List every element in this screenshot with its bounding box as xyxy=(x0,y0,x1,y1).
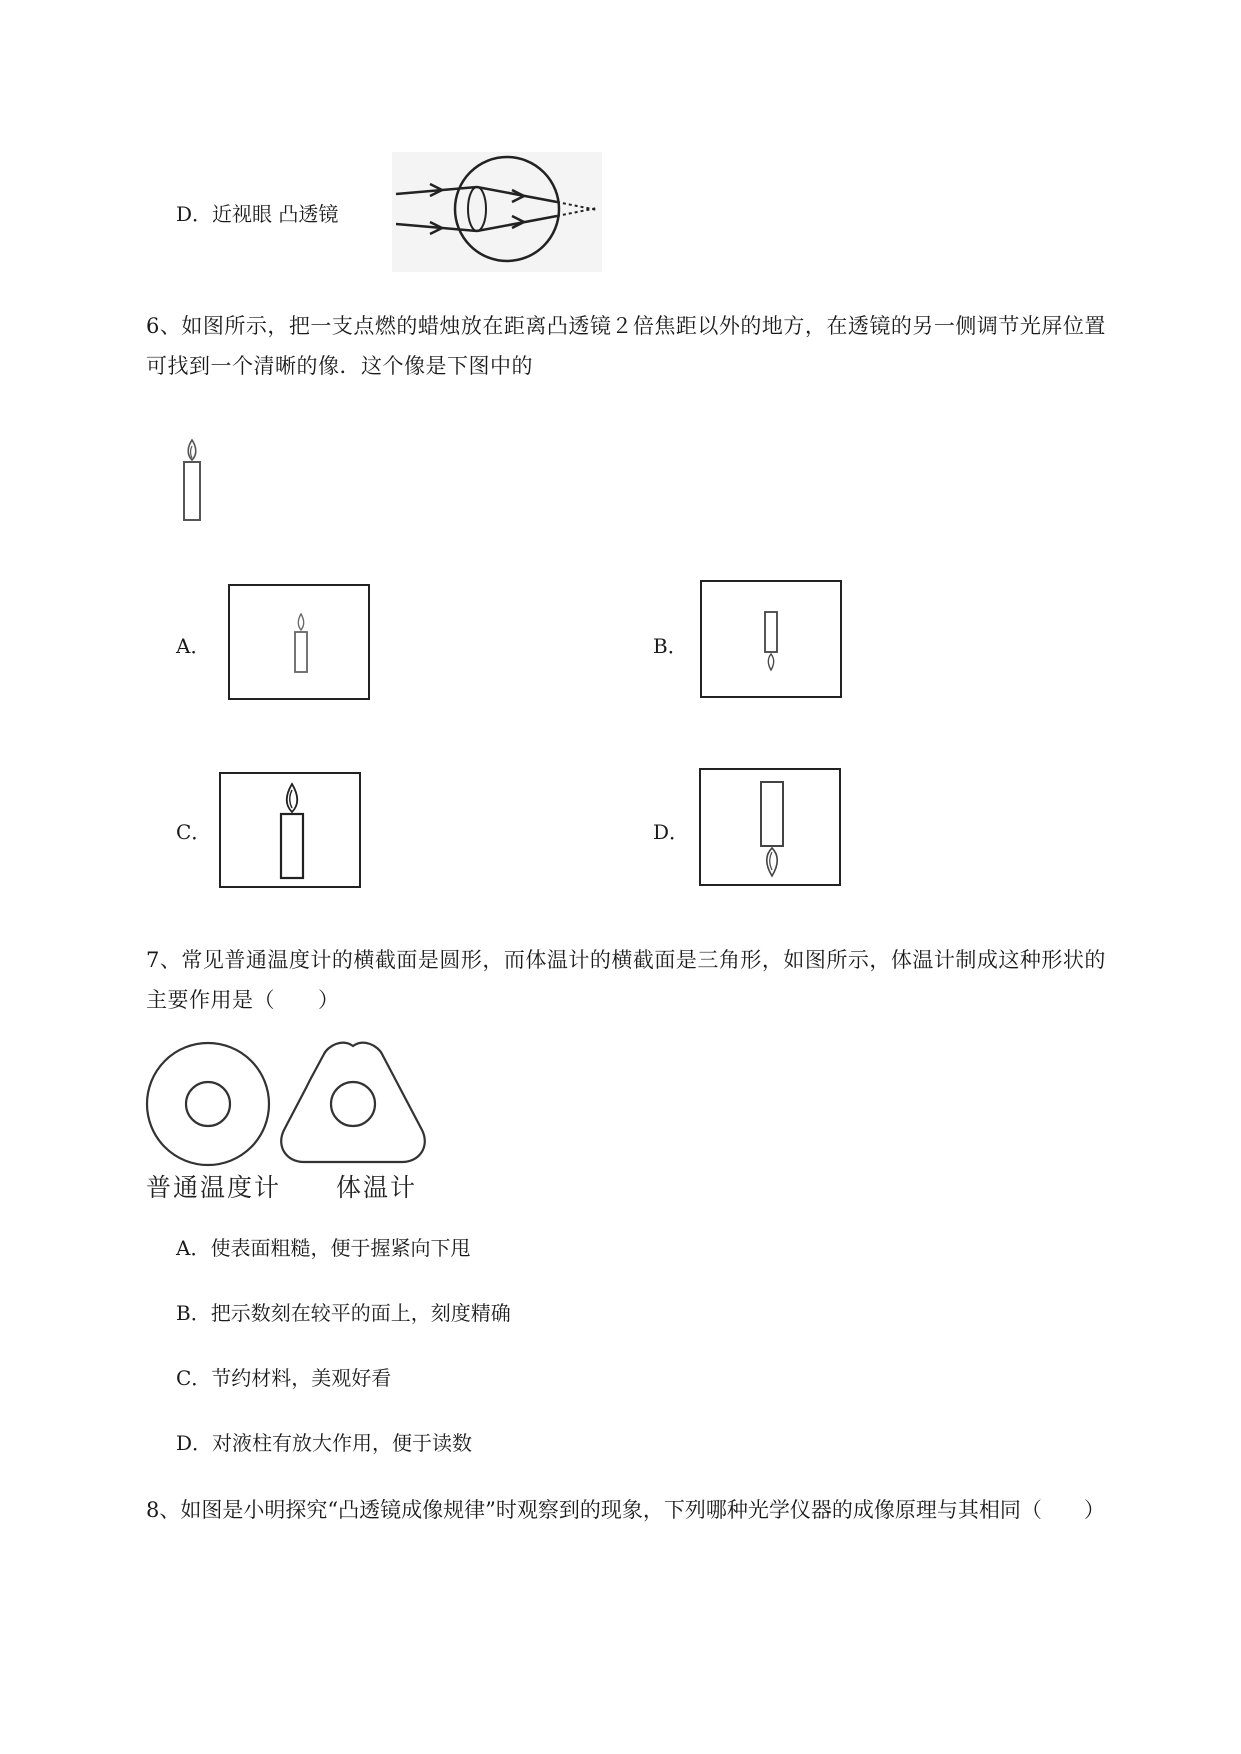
q6-stem-line2: 可找到一个清晰的像．这个像是下图中的 xyxy=(146,354,533,378)
q8-stem-line1: 8、如图是小明探究“凸透镜成像规律”时观察到的现象，下列哪种光学仪器的成像原理与其相同（ ） xyxy=(146,1498,1105,1522)
clinical-thermometer-bore xyxy=(331,1082,375,1126)
q7-option-c[interactable]: C．节约材料，美观好看 xyxy=(176,1366,392,1390)
upright-small-candle-icon xyxy=(230,586,368,698)
q7-option-a[interactable]: A．使表面粗糙，便于握紧向下甩 xyxy=(176,1236,471,1260)
q6-stem-line1: 6、如图所示，把一支点燃的蜡烛放在距离凸透镜２倍焦距以外的地方，在透镜的另一侧调节光屏位置 xyxy=(146,314,1106,338)
q6-option-d-label[interactable]: D． xyxy=(653,820,690,844)
thermometer-cross-sections xyxy=(146,1040,446,1162)
clinical-thermometer-outline xyxy=(281,1043,425,1162)
q7-option-b[interactable]: B．把示数刻在较平的面上，刻度精确 xyxy=(176,1301,511,1325)
q7-option-d[interactable]: D．对液柱有放大作用，便于读数 xyxy=(176,1431,473,1455)
q6-option-a-label[interactable]: A． xyxy=(176,634,211,658)
eye-diagram xyxy=(392,152,602,272)
candle-figure xyxy=(178,438,208,522)
caption-ordinary-thermometer: 普通温度计 xyxy=(146,1173,282,1202)
q6-option-b-label[interactable]: B． xyxy=(653,634,688,658)
q7-stem-line2: 主要作用是（ ） xyxy=(146,988,340,1012)
ordinary-thermometer-bore xyxy=(186,1082,230,1126)
q6-option-c-screen[interactable] xyxy=(219,772,361,888)
caption-clinical-thermometer: 体温计 xyxy=(336,1173,418,1202)
q6-option-d-screen[interactable] xyxy=(699,768,841,886)
q7-stem-line1: 7、常见普通温度计的横截面是圆形，而体温计的横截面是三角形，如图所示，体温计制成这种形状的 xyxy=(146,948,1106,972)
upright-large-candle-icon xyxy=(221,774,359,886)
inverted-small-candle-icon xyxy=(702,582,840,696)
q6-option-b-screen[interactable] xyxy=(700,580,842,698)
q5-option-d[interactable]: D．近视眼 凸透镜 xyxy=(176,202,339,226)
q6-option-c-label[interactable]: C． xyxy=(176,820,212,844)
inverted-large-candle-icon xyxy=(701,770,839,884)
q6-option-a-screen[interactable] xyxy=(228,584,370,700)
ordinary-thermometer-outer-circle xyxy=(147,1043,269,1165)
